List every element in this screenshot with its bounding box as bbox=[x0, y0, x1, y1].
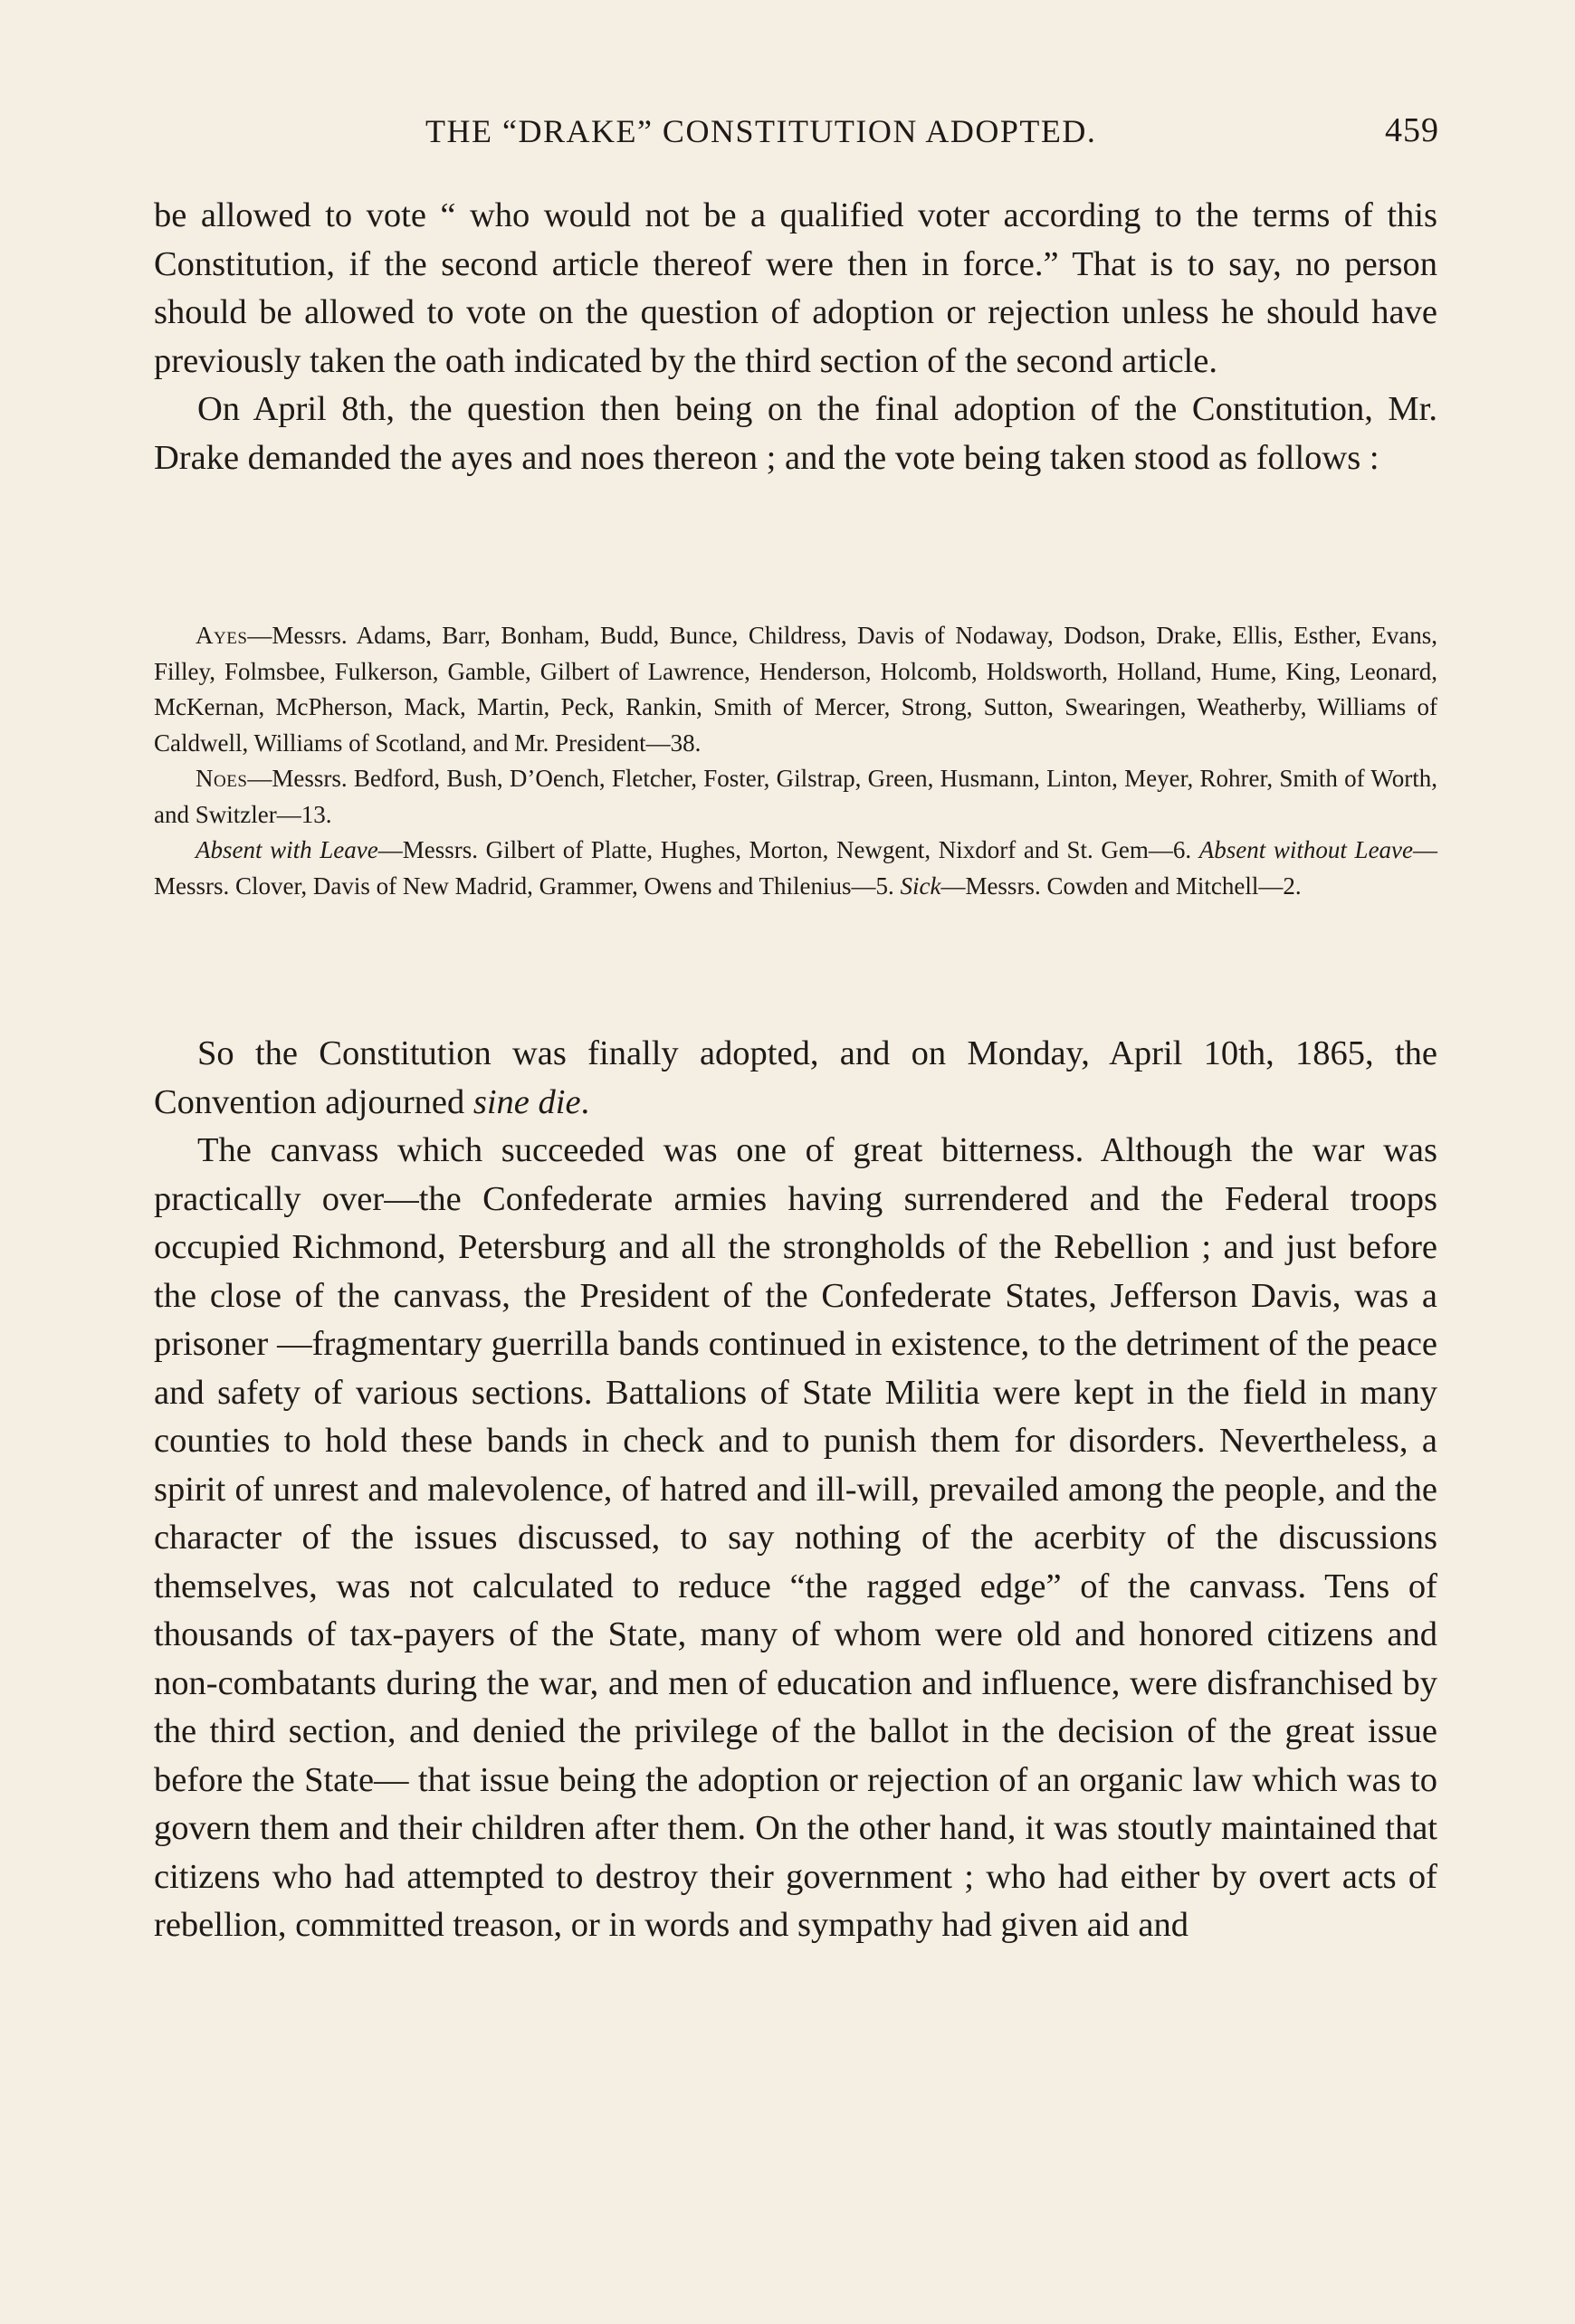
continued-paragraph: be allowed to vote “ who would not be a qualified voter according to the terms of this Constitution, if the second article thereof were then in force.” That is to say, no person should be allowed to vote on the question of adoption or rejection unless he should have previously taken the oath indicated by the third section of the second article. bbox=[154, 196, 1437, 380]
sine-die-phrase: sine die bbox=[472, 1082, 581, 1121]
absent-without-leave-label: Absent without Leave bbox=[1198, 836, 1414, 863]
adoption-end: . bbox=[580, 1082, 590, 1121]
vote-absent bbox=[154, 833, 1437, 904]
page-number: 459 bbox=[1385, 111, 1439, 149]
absent-with-leave-label: Absent with Leave bbox=[196, 836, 378, 863]
adoption-paragraph bbox=[154, 1030, 1437, 1127]
absent-with-leave-names: —Messrs. Gilbert of Platte, Hughes, Morton, Newgent, Nixdorf and St. Gem—6. bbox=[377, 836, 1192, 863]
vote-noes bbox=[154, 761, 1437, 833]
ayes-names: —Messrs. Adams, Barr, Bonham, Budd, Bunce, Childress, Davis of Nodaway, Dodson, Drake, Ellis, Esther, Evans, Filley, Folmsbee, Fulkerson, Gamble, Gilbert of Lawrence, Henderson, Holcomb, Holdsworth, Holland, Hume, King, Leonard, McKernan, McPherson, Mack, Martin, Peck, Rankin, Smith of Mercer, Strong, Sutton, Swearingen, Weatherby, Williams of Caldwell, Williams of Scotland, and Mr. President—38. bbox=[154, 622, 1437, 757]
closing-text-block bbox=[154, 1030, 1437, 1950]
running-head bbox=[154, 112, 1439, 157]
noes-label: Noes bbox=[196, 765, 248, 792]
ayes-label: Ayes bbox=[196, 622, 248, 649]
adoption-text: So the Constitution was finally adopted, and on Monday, April 10th, 1865, the Convention adjourned bbox=[154, 1034, 1437, 1121]
chapter-title: THE “DRAKE” CONSTITUTION ADOPTED. bbox=[425, 113, 1097, 149]
vote-ayes bbox=[154, 618, 1437, 761]
vote-intro-paragraph: On April 8th, the question then being on the final adoption of the Constitution, Mr. Drake demanded the ayes and noes thereon ; and the vote being taken stood as follows : bbox=[154, 390, 1437, 477]
vote-record bbox=[154, 618, 1437, 904]
absent-without-leave-names: —Messrs. Clover, Davis of New Madrid, Grammer, Owens and Thilenius—5. bbox=[154, 836, 1438, 900]
sick-label: Sick bbox=[900, 872, 941, 900]
opening-text-block bbox=[154, 192, 1437, 482]
sick-names: —Messrs. Cowden and Mitchell—2. bbox=[940, 872, 1302, 900]
noes-names: —Messrs. Bedford, Bush, D’Oench, Fletcher, Foster, Gilstrap, Green, Husmann, Linton, Meyer, Rohrer, Smith of Worth, and Switzler—13. bbox=[154, 765, 1437, 828]
canvass-paragraph: The canvass which succeeded was one of great bitterness. Although the war was practically over—the Confederate armies having surrendered and the Federal troops occupied Richmond, Petersburg and all the strongholds of the Rebellion ; and just before the close of the canvass, the President of the Confederate States, Jefferson Davis, was a prisoner —fragmentary guerrilla bands continued in existence, to the detriment of the peace and safety of various sections. Battalions of State Militia were kept in the field in many counties to hold these bands in check and to punish them for disorders. Nevertheless, a spirit of unrest and malevolence, of hatred and ill-will, prevailed among the people, and the character of the issues discussed, to say nothing of the acerbity of the discussions themselves, was not calculated to reduce “the ragged edge” of the canvass. Tens of thousands of tax-payers of the State, many of whom were old and honored citizens and non-combatants during the war, and men of education and influence, were disfranchised by the third section, and denied the privilege of the ballot in the decision of the great issue before the State— that issue being the adoption or rejection of an organic law which was to govern them and their children after them. On the other hand, it was stoutly maintained that citizens who had attempted to destroy their government ; who had either by overt acts of rebellion, committed treason, or in words and sympathy had given aid and bbox=[154, 1131, 1437, 1944]
